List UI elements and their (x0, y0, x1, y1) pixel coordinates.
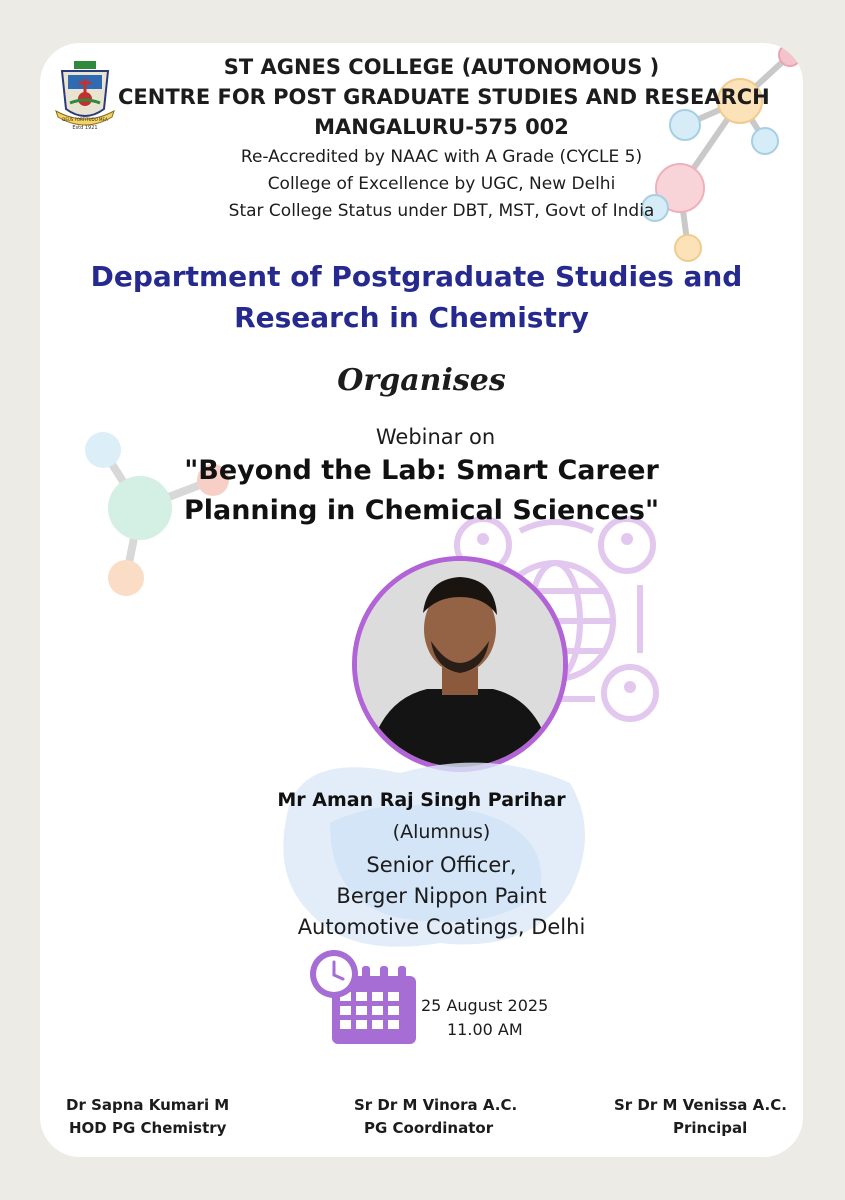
speaker-company-line2: Automotive Coatings, Delhi (297, 915, 586, 939)
speaker-name: Mr Aman Raj Singh Parihar (277, 789, 566, 811)
college-name: ST AGNES COLLEGE (AUTONOMOUS ) (223, 55, 660, 79)
signatory-hod-name: Dr Sapna Kumari M (66, 1096, 230, 1114)
signatory-coordinator-name: Sr Dr M Vinora A.C. (354, 1096, 518, 1114)
event-date: 25 August 2025 (421, 996, 549, 1015)
signatory-principal-role: Principal (673, 1119, 748, 1137)
webinar-title-line1: "Beyond the Lab: Smart Career (184, 455, 659, 486)
signatory-principal-name: Sr Dr M Venissa A.C. (614, 1096, 787, 1114)
star-status-text: Star College Status under DBT, MST, Govt of India (228, 201, 655, 221)
poster-card (40, 43, 803, 1157)
webinar-label: Webinar on (375, 425, 496, 449)
speaker-role: (Alumnus) (392, 821, 491, 843)
centre-name: CENTRE FOR POST GRADUATE STUDIES AND RESEARCH (118, 85, 770, 109)
logo-established: Estd 1921 (72, 125, 98, 131)
organises-label: Organises (337, 363, 506, 398)
event-time: 11.00 AM (447, 1020, 523, 1039)
accreditation-text: Re-Accredited by NAAC with A Grade (CYCLE 5) (240, 147, 643, 167)
speaker-photo (352, 556, 568, 772)
department-title-line2: Research in Chemistry (234, 301, 589, 334)
speaker-silhouette (357, 561, 563, 767)
excellence-text: College of Excellence by UGC, New Delhi (267, 174, 616, 194)
speaker-designation: Senior Officer, (366, 853, 517, 877)
speaker-company-line1: Berger Nippon Paint (336, 884, 547, 908)
signatory-hod-role: HOD PG Chemistry (69, 1119, 227, 1137)
signatory-coordinator-role: PG Coordinator (364, 1119, 494, 1137)
calendar-clock-icon (308, 948, 420, 1048)
college-location: MANGALURU-575 002 (314, 115, 569, 139)
department-title-line1: Department of Postgraduate Studies and (90, 260, 743, 293)
webinar-title-line2: Planning in Chemical Sciences" (183, 495, 660, 526)
logo-motto: DEUS FORTITUDO MEA (62, 117, 108, 122)
